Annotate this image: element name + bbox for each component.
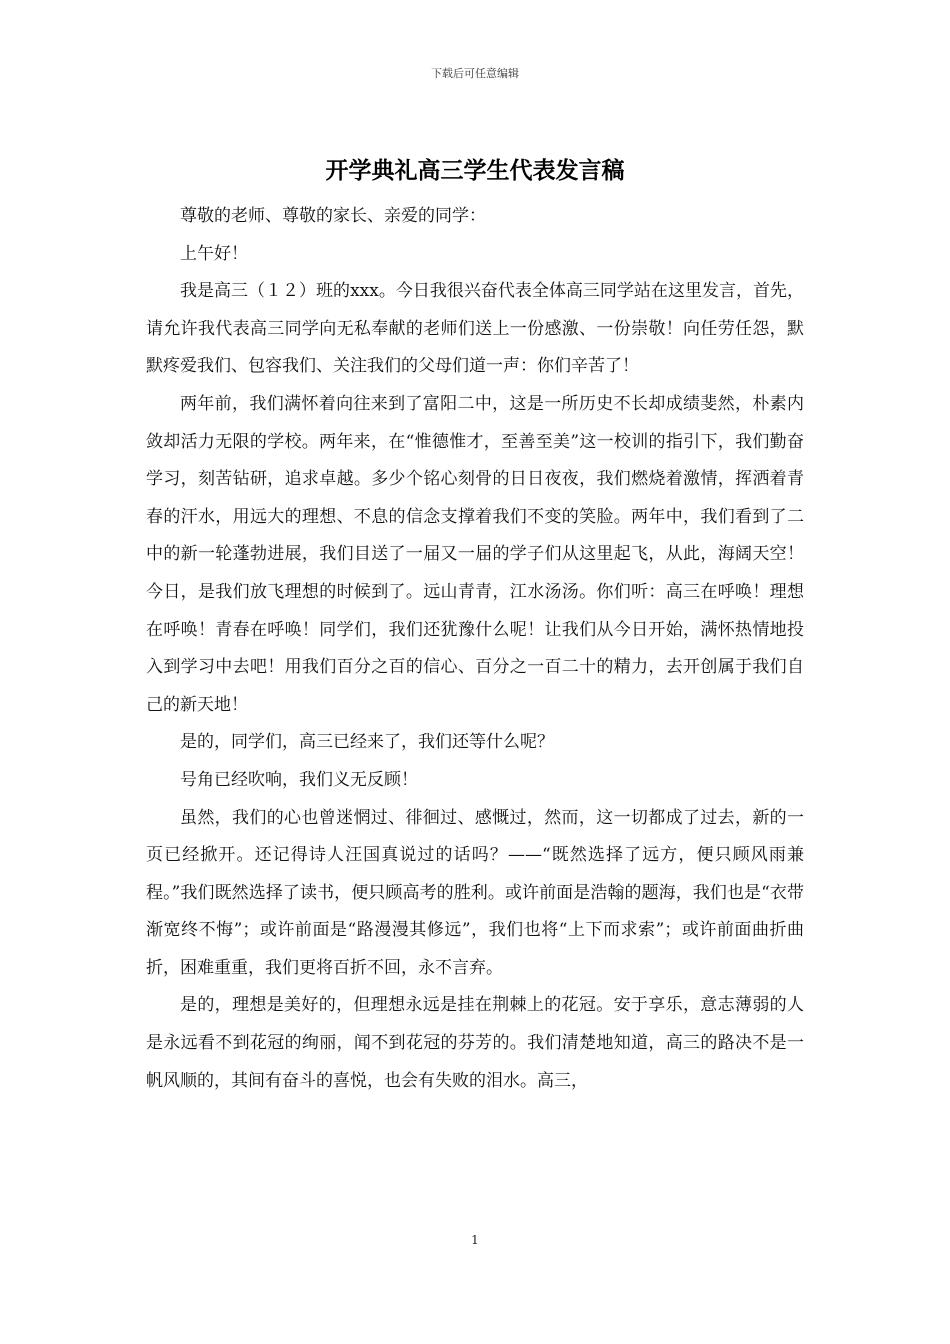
document-title: 开学典礼高三学生代表发言稿 <box>325 157 625 184</box>
page-header-note: 下载后可任意编辑 <box>431 67 519 80</box>
document-body <box>146 198 804 1100</box>
body-paragraph: 两年前，我们满怀着向往来到了富阳二中，这是一所历史不长却成绩斐然，朴素内敛却活力无限的学校。两年来，在“惟德惟才，至善至美”这一校训的指引下，我们勤奋学习，刻苦钻研，追求卓越。多少个铭心刻骨的日日夜夜，我们燃烧着激情，挥洒着青春的汗水，用远大的理想、不息的信念支撑着我们不变的笑脸。两年中，我们看到了二中的新一轮蓬勃进展，我们目送了一届又一届的学子们从这里起飞，从此，海阔天空！今日，是我们放飞理想的时候到了。远山青青，江水汤汤。你们听：高三在呼唤！理想在呼唤！青春在呼唤！同学们，我们还犹豫什么呢！让我们从今日开始，满怀热情地投入到学习中去吧！用我们百分之百的信心、百分之一百二十的精力，去开创属于我们自己的新天地！ <box>146 393 804 715</box>
body-paragraph: 虽然，我们的心也曾迷惘过、徘徊过、感慨过，然而，这一切都成了过去，新的一页已经掀开。还记得诗人汪国真说过的话吗？——“既然选择了远方，便只顾风雨兼程。”我们既然选择了读书，便只顾高考的胜利。或许前面是浩翰的题海，我们也是“衣带渐宽终不悔”；或许前面是“路漫漫其修远”，我们也将“上下而求索”；或许前面曲折曲折，困难重重，我们更将百折不回，永不言弃。 <box>146 807 804 978</box>
body-paragraph: 号角已经吹响，我们义无反顾！ <box>180 769 418 790</box>
body-paragraph: 我是高三（１２）班的xxx。今日我很兴奋代表全体高三同学站在这里发言，首先，请允许我代表高三同学向无私奉献的老师们送上一份感激、一份崇敬！向任劳任怨，默默疼爱我们、包容我们、关注我们的父母们道一声：你们辛苦了！ <box>146 281 804 377</box>
body-paragraph: 是的，理想是美好的，但理想永远是挂在荆棘上的花冠。安于享乐，意志薄弱的人是永远看不到花冠的绚丽，闻不到花冠的芬芳的。我们清楚地知道，高三的路决不是一帆风顺的，其间有奋斗的喜悦，也会有失败的泪水。高三， <box>146 995 804 1091</box>
greeting-paragraph: 上午好！ <box>180 243 248 264</box>
page-number: 1 <box>471 1233 479 1247</box>
body-paragraph: 是的，同学们，高三已经来了，我们还等什么呢？ <box>180 732 554 753</box>
salutation-paragraph: 尊敬的老师、尊敬的家长、亲爱的同学： <box>180 206 486 226</box>
